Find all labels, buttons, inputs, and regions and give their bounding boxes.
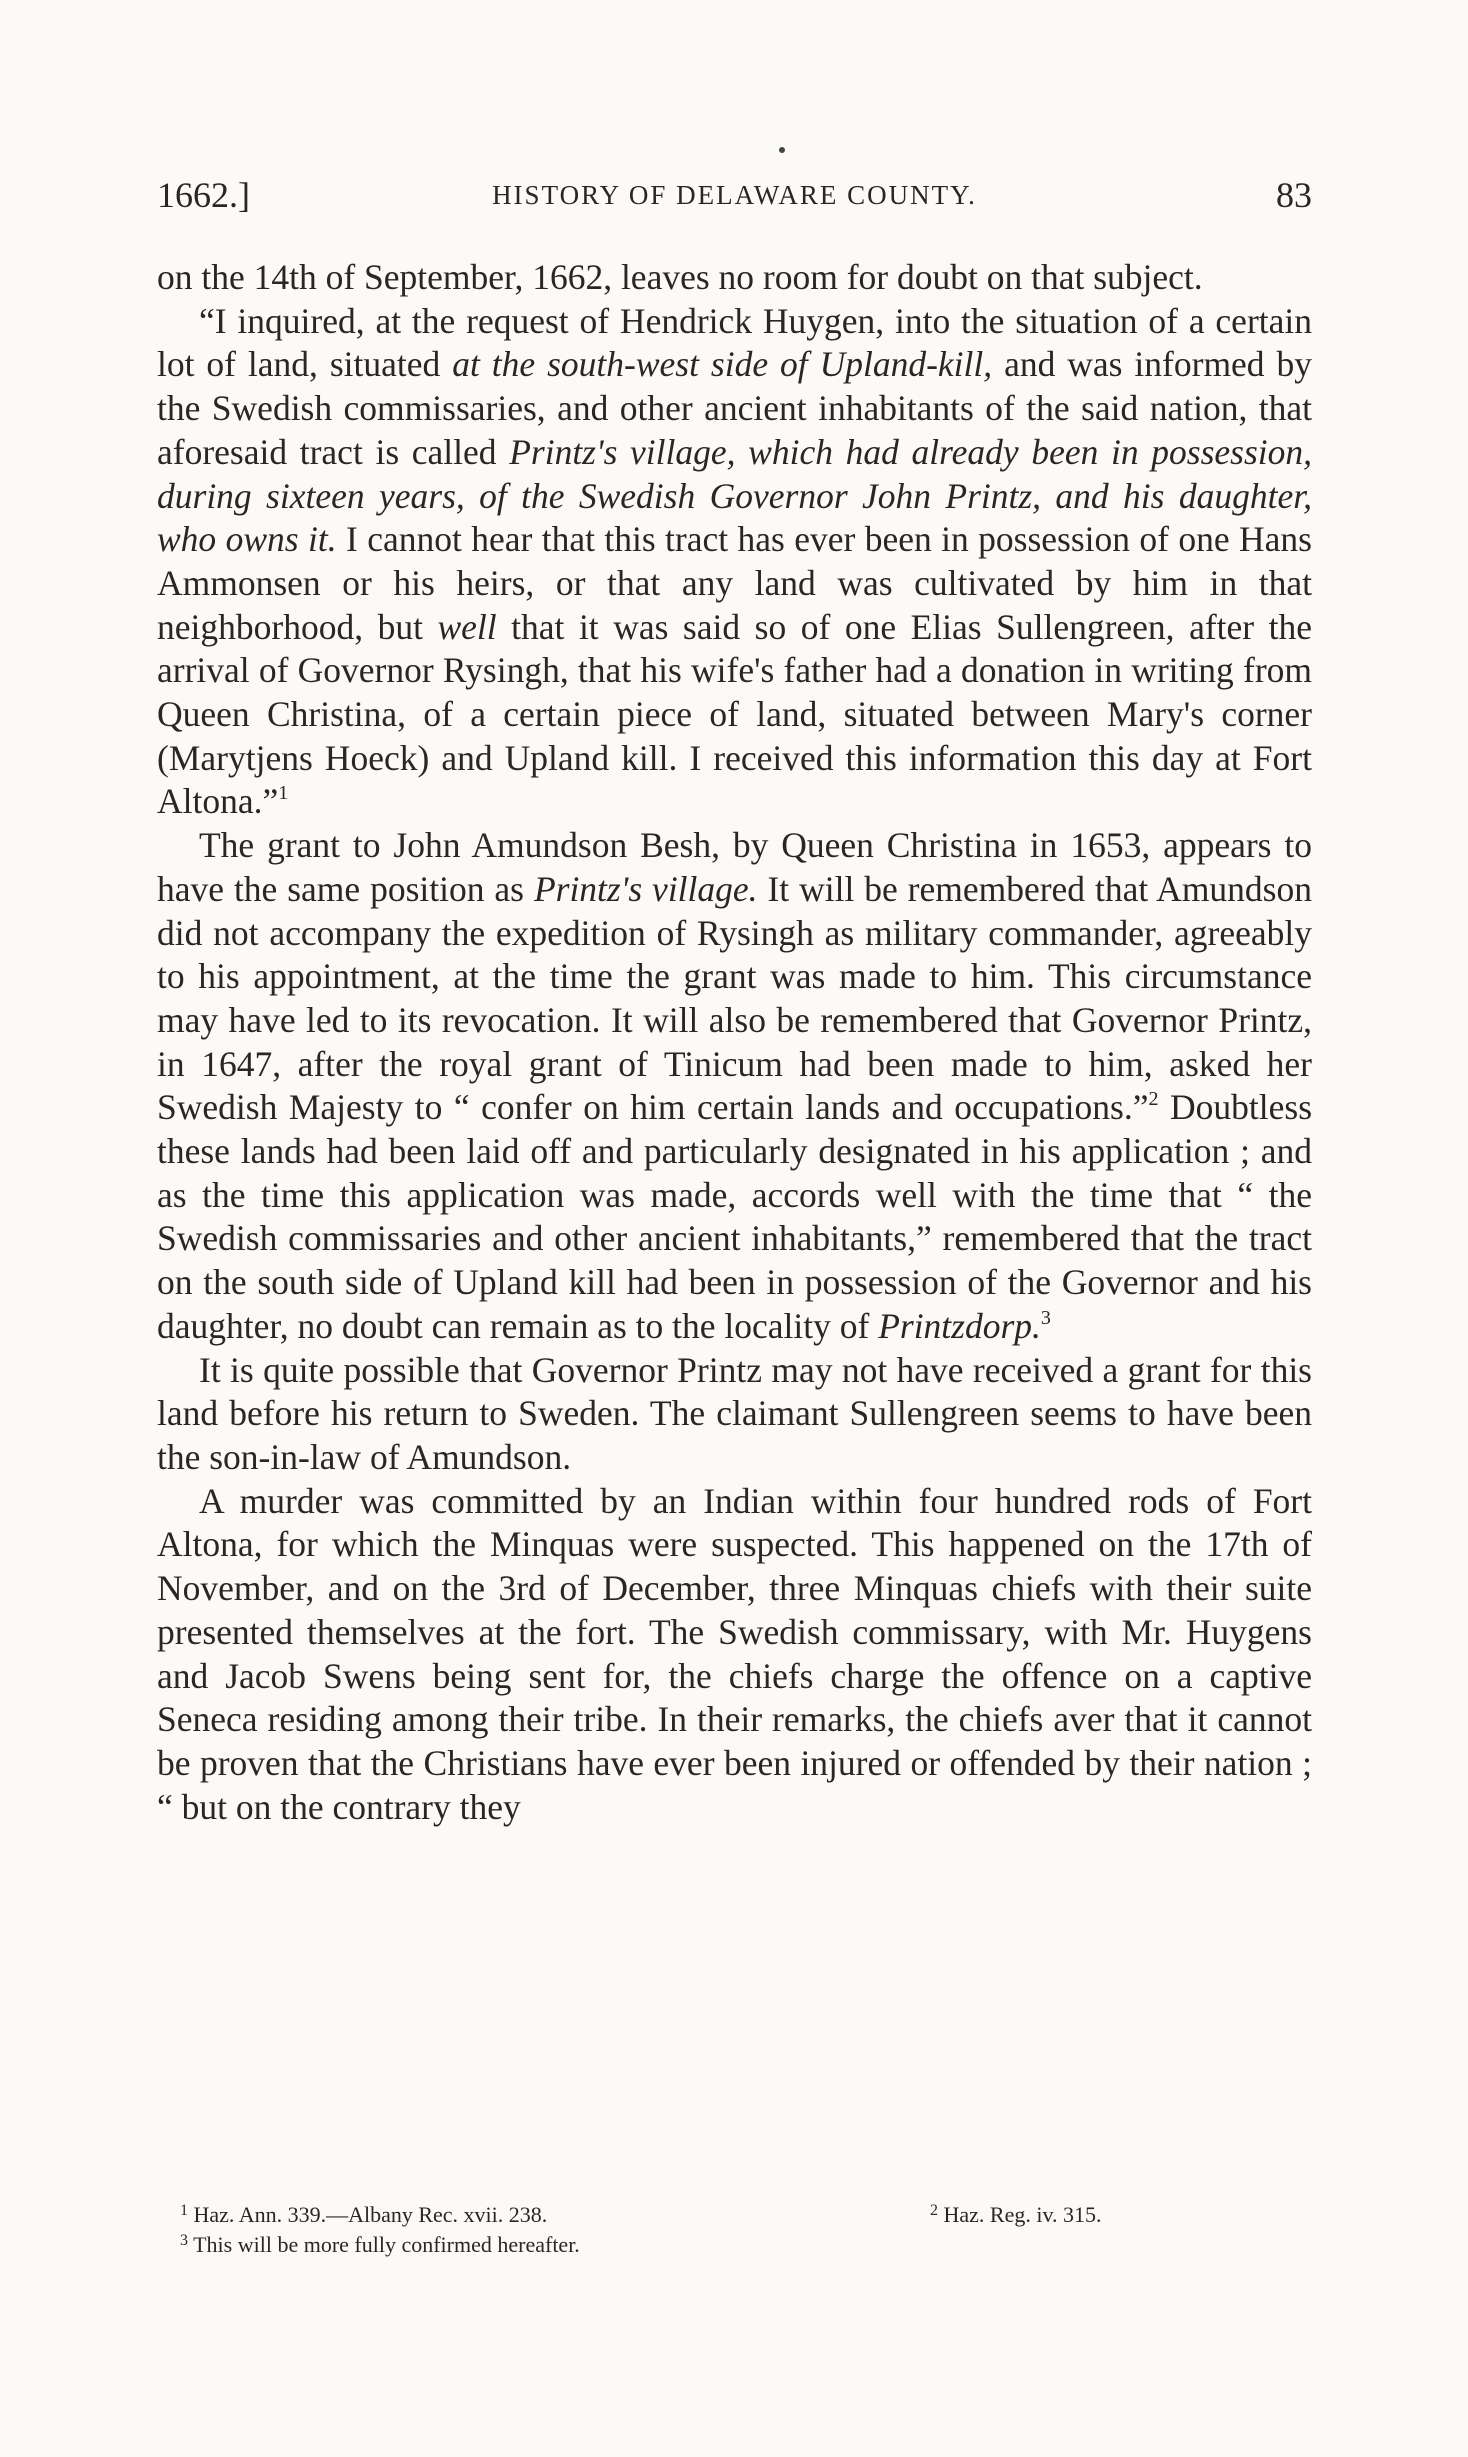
italic-run: Printzdorp. xyxy=(878,1305,1041,1346)
paragraph-2 xyxy=(157,300,1312,824)
footnote-2 xyxy=(930,2200,1102,2230)
italic-run: Printz's village, which had already been in possession, during sixteen years, of the Swedish Governor John Printz, and his daughter, who owns it. xyxy=(157,431,1313,560)
footnote-mark: 2 xyxy=(930,2202,938,2219)
footnote-mark: 3 xyxy=(180,2232,188,2249)
italic-run: Printz's village. xyxy=(533,868,758,909)
footnote-row xyxy=(180,2200,1280,2230)
footnote-text: This will be more fully confirmed hereafter. xyxy=(193,2232,580,2257)
italic-run: at the south-west side of Upland-kill, xyxy=(452,344,993,385)
page-number: 83 xyxy=(1276,175,1312,215)
footnote-ref-3[interactable]: 3 xyxy=(1040,1306,1051,1329)
header-title: HISTORY OF DELAWARE COUNTY. xyxy=(492,180,977,210)
running-head xyxy=(157,170,1312,220)
paragraph-3 xyxy=(157,824,1312,1348)
text-run: and was informed by the Swedish commissaries, and other ancient inhabitants of the said nation, that aforesaid tract is called xyxy=(157,344,1313,472)
page-speck xyxy=(779,147,785,153)
text-run: that it was said so of one Elias Sullengreen, after the arrival of Governor Rysingh, that his wife's father had a donation in writing from Queen Christina, of a certain piece of land, situated between Mary's corner (Marytjens Hoeck) and Upland kill. I received this information this day at Fort Altona.” xyxy=(157,606,1312,822)
text-run: The grant to John Amundson Besh, by Queen Christina in 1653, appears to have the same position as xyxy=(157,825,1312,909)
footnote-text: Haz. Reg. iv. 315. xyxy=(943,2202,1102,2227)
header-year: 1662.] xyxy=(157,175,250,215)
paragraph-5: A murder was committed by an Indian within four hundred rods of Fort Altona, for which the Minquas were suspected. This happened on the 17th of November, and on the 3rd of December, three Minquas chiefs with their suite presented themselves at the fort. The Swedish commissary, with Mr. Huygens and Jacob Swens being sent for, the chiefs charge the offence on a captive Seneca residing among their tribe. In their remarks, the chiefs aver that it cannot be proven that the Christians have ever been injured or offended by their nation ; “ but on the contrary they xyxy=(157,1480,1312,1827)
body-text xyxy=(157,256,1312,1829)
paragraph-4: It is quite possible that Governor Printz may not have received a grant for this land before his return to Sweden. The claimant Sullengreen seems to have been the son-in-law of Amundson. xyxy=(157,1349,1312,1477)
footnote-ref-2[interactable]: 2 xyxy=(1148,1088,1159,1111)
text-run: It will be remembered that Amundson did not accompany the expedition of Rysingh as military commander, agreeably to his appointment, at the time the grant was made to him. This circumstance may have led to its revocation. It will also be remembered that Governor Printz, in 1647, after the royal grant of Tinicum had been made to him, asked her Swedish Majesty to “ confer on him certain lands and occupations.” xyxy=(157,868,1312,1128)
footnote-text: Haz. Ann. 339.—Albany Rec. xvii. 238. xyxy=(193,2202,548,2227)
footnote-row xyxy=(180,2230,1280,2260)
footnote-mark: 1 xyxy=(180,2202,188,2219)
paragraph-1: on the 14th of September, 1662, leaves no room for doubt on that subject. xyxy=(157,257,1203,297)
footnote-ref-1[interactable]: 1 xyxy=(278,782,289,805)
footnote-1 xyxy=(180,2202,547,2227)
italic-run: well xyxy=(437,606,497,647)
text-run: “I inquired, at the request of Hendrick Huygen, into the situation of a certain lot of land, situated xyxy=(157,300,1312,385)
text-run: I cannot hear that this tract has ever been in possession of one Hans Ammonsen or his heirs, or that any land was cultivated by him in that neighborhood, but xyxy=(157,519,1312,647)
footnote-3 xyxy=(180,2232,580,2257)
footnotes xyxy=(180,2200,1280,2260)
text-run: Doubtless these lands had been laid off and particularly designated in his application ; and as the time this application was made, accords well with the time that “ the Swedish commissaries and other ancient inhabitants,” remembered that the tract on the south side of Upland kill had been in possession of the Governor and his daughter, no doubt can remain as to the locality of xyxy=(157,1087,1313,1346)
